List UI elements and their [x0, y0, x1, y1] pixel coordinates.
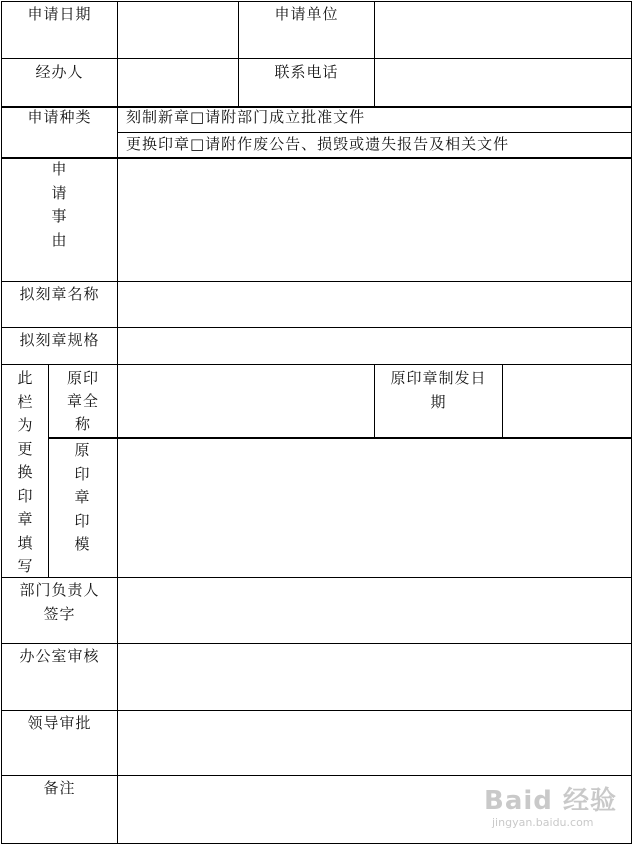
label-seal-name: 拟刻章名称 — [19, 285, 100, 303]
label-phone: 联系电话 — [274, 63, 339, 81]
rule — [1, 364, 632, 365]
rule-right — [631, 1, 632, 844]
rule — [1, 327, 632, 328]
label-replace-only-note: 此 栏 为 更 换 印 章 填 写 — [17, 369, 33, 575]
label-seal-spec: 拟刻章规格 — [19, 331, 100, 349]
label-office-review: 办公室审核 — [19, 647, 100, 665]
rule — [1, 157, 632, 159]
rule — [1, 643, 632, 644]
rule — [1, 58, 632, 59]
option-new-seal[interactable]: 刻制新章□请附部门成立批准文件 — [126, 108, 366, 126]
rule — [374, 1, 375, 107]
baidu-jingyan-watermark: Baid 经验 jingyan.baidu.com — [484, 786, 617, 829]
rule — [1, 577, 632, 578]
label-original-seal-sample: 原 印 章 印 模 — [74, 441, 90, 553]
rule — [502, 364, 503, 438]
rule — [1, 775, 632, 776]
label-apply-unit: 申请单位 — [274, 5, 339, 23]
label-apply-reason: 申 请 事 由 — [51, 160, 67, 249]
rule — [117, 1, 118, 844]
rule-top — [1, 1, 632, 2]
label-remarks: 备注 — [43, 779, 76, 797]
label-apply-type: 申请种类 — [27, 108, 92, 126]
option-replace-seal[interactable]: 更换印章□请附作废公告、损毁或遗失报告及相关文件 — [126, 135, 510, 153]
label-handler: 经办人 — [35, 63, 84, 81]
label-apply-date: 申请日期 — [27, 5, 92, 23]
rule — [48, 437, 632, 439]
label-leader-approval: 领导审批 — [27, 714, 92, 732]
rule-bottom — [1, 843, 632, 844]
rule — [1, 281, 632, 282]
seal-application-form: 申请日期 申请单位 经办人 联系电话 申请种类 刻制新章□请附部门成立批准文件 更换印章□请附作废公告、损毁或遗失报告及相关文件 申 请 事 由 拟刻章名称 拟刻章规格 此 栏 为 更 换 印 章 填 写 原印 章全 称 原印章制发日 期 原 印 章 印 模 部门负责人 签字 办公室审核 领导审批 备注 Baid 经验 jingyan.baidu.com — [0, 0, 634, 845]
rule — [1, 710, 632, 711]
